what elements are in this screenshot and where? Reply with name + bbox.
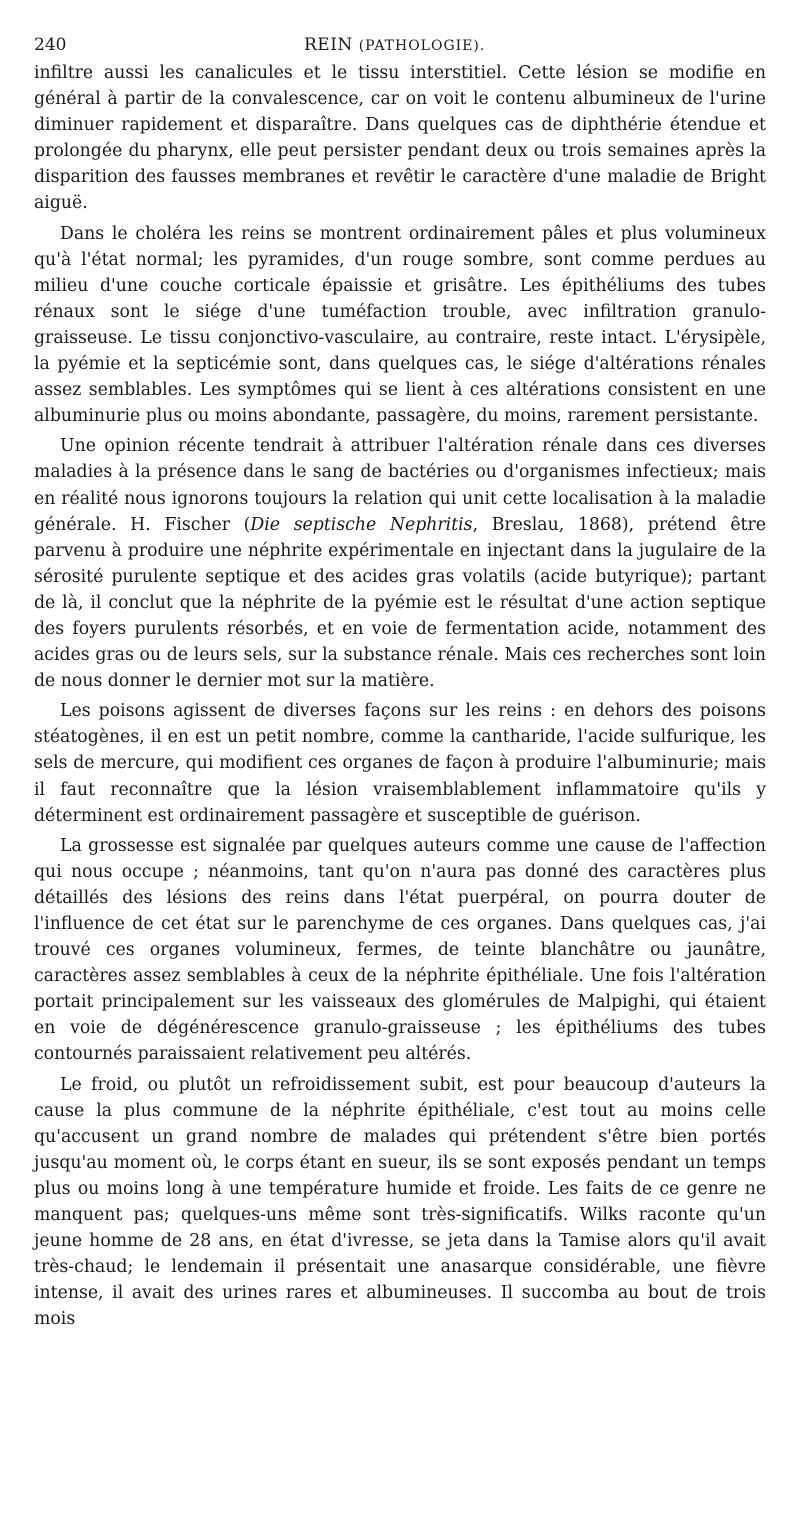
page-number: 240 bbox=[34, 35, 67, 55]
running-title-sub: (PATHOLOGIE). bbox=[358, 38, 486, 54]
paragraph-1: infiltre aussi les canalicules et le tissu interstitiel. Cette lésion se modifie en général à partir de la convalescence, car on voit le contenu albumineux de l'urine diminuer rapidement et disparaître. Dans quelques cas de diphthérie étendue et prolongée du pharynx, elle peut persister pendant deux ou trois semaines après la disparition des fausses membranes et revêtir le caractère d'une maladie de Bright aiguë. bbox=[34, 63, 766, 214]
running-header bbox=[34, 30, 766, 60]
paragraph-4: Les poisons agissent de diverses façons sur les reins : en dehors des poisons stéatogènes, il en est un petit nombre, comme la cantharide, l'acide sulfurique, les sels de mercure, qui modifient ces organes de façon à produire l'albuminurie; mais il faut reconnaître que la lésion vraisemblablement inflammatoire qu'ils y déterminent est ordinairement passagère et susceptible de guérison. bbox=[34, 701, 766, 826]
running-title-main: REIN bbox=[304, 35, 353, 55]
paragraph-3-part-a: Une opinion récente tendrait à attribuer l'altération rénale dans ces diverses maladies à la présence dans le sang de bactéries ou d'organismes infectieux; mais en réalité nous ignorons toujours la relation qui unit cette localisation à la maladie générale. H. Fischer ( bbox=[34, 436, 766, 535]
paragraph-2: Dans le choléra les reins se montrent ordinairement pâles et plus volumineux qu'à l'état normal; les pyramides, d'un rouge sombre, sont comme perdues au milieu d'une couche corticale épaissie et grisâtre. Les épithéliums des tubes rénaux sont le siége d'une tuméfaction trouble, avec infiltration granulo-graisseuse. Le tissu conjonctivo-vasculaire, au contraire, reste intact. L'érysipèle, la pyémie et la septicémie sont, dans quelques cas, le siége d'altérations rénales assez semblables. Les symptômes qui se lient à ces altérations consistent en une albuminurie plus ou moins abondante, passagère, du moins, rarement persistante. bbox=[34, 223, 766, 427]
running-title bbox=[304, 30, 485, 61]
cited-work-title: Die septische Nephritis bbox=[250, 514, 473, 535]
document-page bbox=[34, 30, 766, 1333]
paragraph-5: La grossesse est signalée par quelques auteurs comme une cause de l'affection qui nous occupe ; néanmoins, tant qu'on n'aura pas donné des caractères plus détaillés des lésions des reins dans l'état puerpéral, on pourra douter de l'influence de cet état sur le parenchyme de ces organes. Dans quelques cas, j'ai trouvé ces organes volumineux, fermes, de teinte blanchâtre ou jaunâtre, caractères assez semblables à ceux de la néphrite épithéliale. Une fois l'altération portait principalement sur les vaisseaux des glomérules de Malpighi, qui étaient en voie de dégénérescence granulo-graisseuse ; les épithéliums des tubes contournés paraissaient relativement peu altérés. bbox=[34, 835, 766, 1065]
paragraph-3-part-b: , Breslau, 1868), prétend être parvenu à produire une néphrite expérimentale en injectant dans la jugulaire de la sérosité purulente septique et des acides gras volatils (acide butyrique); partant de là, il conclut que la néphrite de la pyémie est le résultat d'une action septique des foyers purulents résorbés, et en voie de fermentation acide, notamment des acides gras ou de leurs sels, sur la substance rénale. Mais ces recherches sont loin de nous donner le dernier mot sur la matière. bbox=[34, 514, 766, 692]
paragraph-6: Le froid, ou plutôt un refroidissement subit, est pour beaucoup d'auteurs la cause la plus commune de la néphrite épithéliale, c'est tout au moins celle qu'accusent un grand nombre de malades qui prétendent s'être bien portés jusqu'au moment où, le corps étant en sueur, ils se sont exposés pendant un temps plus ou moins long à une température humide et froide. Les faits de ce genre ne manquent pas; quelques-uns même sont très-significatifs. Wilks raconte qu'un jeune homme de 28 ans, en état d'ivresse, se jeta dans la Tamise alors qu'il avait très-chaud; le lendemain il présentait une anasarque considérable, une fièvre intense, il avait des urines rares et albumineuses. Il succomba au bout de trois mois bbox=[34, 1074, 766, 1330]
paragraph-3 bbox=[34, 433, 766, 694]
